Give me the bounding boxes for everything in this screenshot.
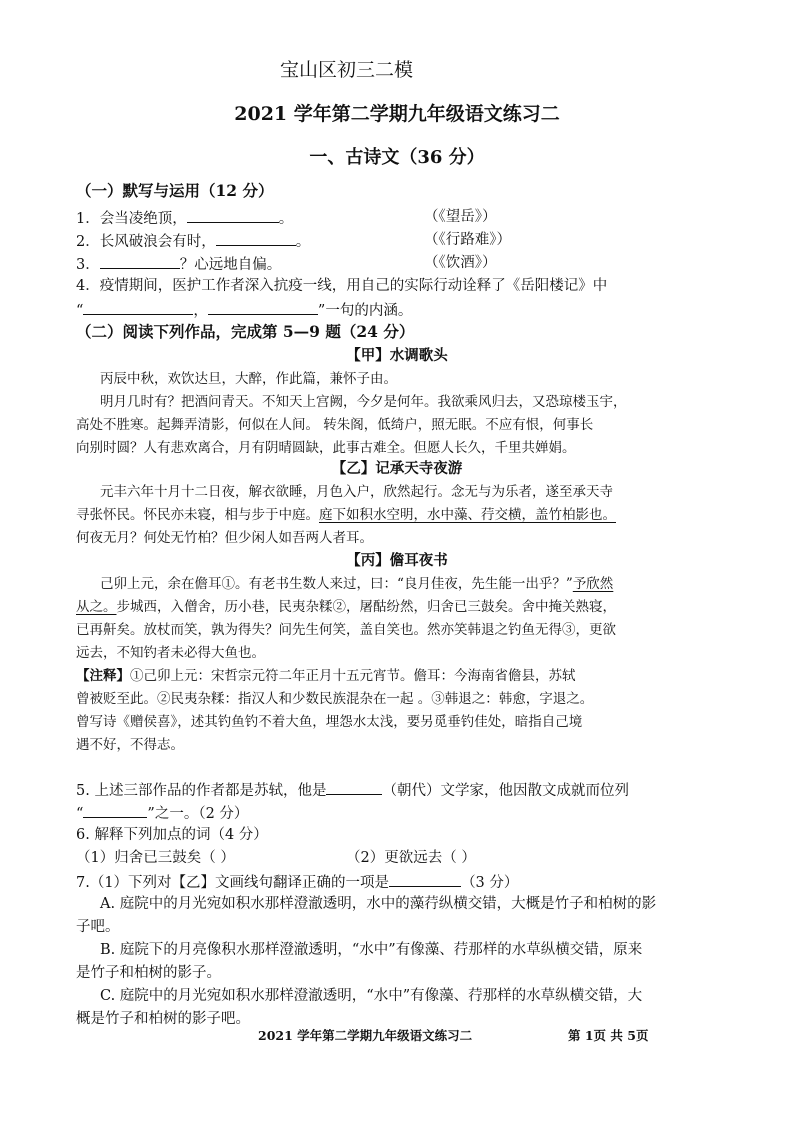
- jia-line: 丙辰中秋，欢饮达旦，大醉，作此篇，兼怀子由。: [100, 371, 397, 387]
- region-title: 宝山区初三二模: [280, 59, 414, 81]
- underlined-sentence: 庭下如积水空明，水中藻、荇交横，盖竹柏影也。: [319, 507, 616, 523]
- notes-label: 【注释】: [76, 668, 130, 684]
- part2-title: （二）阅读下列作品，完成第 5—9 题（24 分）: [76, 322, 415, 341]
- bing-line: 从之。步城西，入僧舍，历小巷，民夷杂糅②，屠酤纷然，归舍已三鼓矣。舍中掩关熟寝，: [76, 599, 616, 615]
- option-c: 概是竹子和柏树的影子吧。: [76, 1011, 250, 1027]
- answer-blank[interactable]: [83, 299, 193, 315]
- option-b: B. 庭院下的月亮像积水那样澄澈透明，“水中”有像藻、荇那样的水草纵横交错，原来: [100, 942, 643, 958]
- jia-line: 明月几时有？把酒问青天。不知天上宫阙，今夕是何年。我欲乘风归去，又恐琼楼玉宇，: [100, 394, 627, 410]
- jia-line: 高处不胜寒。起舞弄清影，何似在人间。 转朱阁，低绮户，照无眠。不应有恨，何事长: [76, 417, 594, 433]
- question-5-line2: “ ”之一。（2 分）: [76, 802, 248, 824]
- yi-line: 寻张怀民。怀民亦未寝，相与步于中庭。庭下如积水空明，水中藻、荇交横，盖竹柏影也。: [76, 507, 616, 523]
- bing-line: 已再鼾矣。放杖而笑，孰为得失？问先生何笑，盖自笑也。然亦笑韩退之钓鱼无得③，更欲: [76, 622, 616, 638]
- bing-line: 远去，不知钓者未必得大鱼也。: [76, 645, 265, 661]
- answer-blank[interactable]: [83, 802, 147, 818]
- q1-source: （《望岳》）: [424, 209, 497, 225]
- notes-line: 遇不好，不得志。: [76, 737, 184, 753]
- question-6: 6. 解释下列加点的词（4 分）: [76, 827, 268, 843]
- jia-title: 【甲】水调歌头: [346, 347, 448, 364]
- answer-blank[interactable]: [208, 299, 318, 315]
- question-1: 1．会当凌绝顶， 。: [76, 207, 293, 229]
- option-a: 子吧。: [76, 919, 120, 935]
- section-title: 一、古诗文（36 分）: [309, 147, 485, 168]
- yi-title: 【乙】记承天寺夜游: [331, 460, 463, 477]
- option-a: A. 庭院中的月光宛如积水那样澄澈透明，水中的藻荇纵横交错，大概是竹子和柏树的影: [100, 896, 657, 912]
- yi-line: 元丰六年十月十二日夜，解衣欲睡，月色入户，欣然起行。念无与为乐者，遂至承天寺: [100, 484, 613, 500]
- question-7: 7.（1）下列对【乙】文画线句翻译正确的一项是 （3 分）: [76, 871, 518, 893]
- footer-title: 2021 学年第二学期九年级语文练习二: [258, 1028, 473, 1043]
- question-6-2: （2）更欲远去（ ）: [346, 850, 476, 866]
- bing-line: 己卯上元，余在儋耳①。有老书生数人来过，曰：“良月佳夜，先生能一出乎？”予欣然: [100, 576, 614, 592]
- question-5-line1: 5. 上述三部作品的作者都是苏轼，他是 （朝代）文学家，他因散文成就而位列: [76, 779, 629, 801]
- answer-blank[interactable]: [100, 253, 180, 269]
- option-b: 是竹子和柏树的影子。: [76, 965, 221, 981]
- part1-title: （一）默写与运用（12 分）: [76, 181, 274, 200]
- footer-page-number: 第 1页 共 5页: [568, 1028, 649, 1043]
- jia-line: 向别时圆？人有悲欢离合，月有阴晴圆缺，此事古难全。但愿人长久，千里共婵娟。: [76, 440, 576, 456]
- notes-line: 【注释】①己卯上元：宋哲宗元符二年正月十五元宵节。儋耳：今海南省儋县，苏轼: [76, 668, 576, 684]
- notes-line: 曾被贬至此。②民夷杂糅：指汉人和少数民族混杂在一起 。③韩退之：韩愈，字退之。: [76, 691, 594, 707]
- option-c: C. 庭院中的月光宛如积水那样澄澈透明，“水中”有像藻、荇那样的水草纵横交错，大: [100, 988, 643, 1004]
- question-3: 3． ？心远地自偏。: [76, 253, 281, 275]
- q2-source: （《行路难》）: [424, 232, 511, 248]
- question-6-1: （1）归舍已三鼓矣（ ）: [76, 850, 235, 866]
- answer-blank[interactable]: [216, 230, 296, 246]
- question-2: 2．长风破浪会有时， 。: [76, 230, 310, 252]
- answer-blank[interactable]: [326, 779, 382, 795]
- bing-title: 【丙】儋耳夜书: [346, 552, 448, 569]
- answer-blank[interactable]: [389, 871, 461, 887]
- yi-line: 何夜无月？何处无竹柏？但少闲人如吾两人者耳。: [76, 530, 373, 546]
- answer-blank[interactable]: [187, 207, 279, 223]
- notes-line: 曾写诗《赠侯喜》，述其钓鱼钓不着大鱼，埋怨水太浅，要另觅垂钓佳处，暗指自己境: [76, 714, 583, 730]
- question-4-line2: “ ， ”一句的内涵。: [76, 299, 412, 321]
- q3-source: （《饮酒》）: [424, 255, 497, 271]
- question-4-line1: 4．疫情期间，医护工作者深入抗疫一线，用自己的实际行动诠释了《岳阳楼记》中: [76, 278, 608, 294]
- exam-title: 2021 学年第二学期九年级语文练习二: [234, 103, 560, 125]
